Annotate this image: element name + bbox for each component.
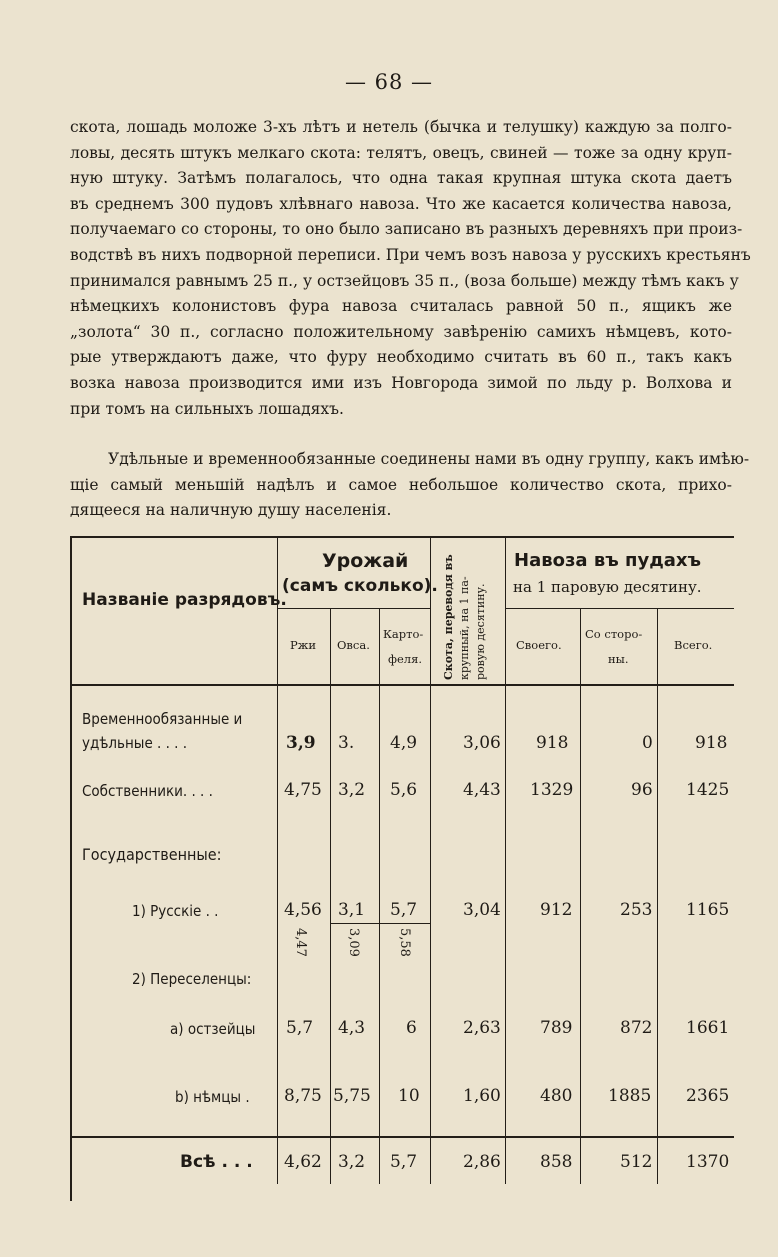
cell-own: 789 bbox=[540, 1018, 573, 1038]
cell-total: 1370 bbox=[686, 1152, 730, 1172]
row-label: удѣльные . . . . bbox=[82, 734, 188, 752]
cell-rye: 5,7 bbox=[286, 1018, 314, 1038]
cell-total: 1165 bbox=[686, 900, 730, 920]
header-name-column: Названіе разрядовъ. bbox=[82, 590, 287, 610]
text-line: возка навоза производится ими изъ Новгорода зимой по льду р. Волхова и bbox=[70, 373, 732, 392]
cell-potato: 6 bbox=[406, 1018, 417, 1038]
header-side-2: ны. bbox=[608, 652, 629, 666]
text-line: при томъ на сильныхъ лошадяхъ. bbox=[70, 399, 344, 418]
cell-oats: 4,3 bbox=[338, 1018, 366, 1038]
row-group-label: Государственные: bbox=[82, 845, 222, 864]
header-harvest-subtitle: (самъ сколько). bbox=[282, 576, 438, 596]
cell-side: 0 bbox=[642, 733, 653, 753]
header-total: Всего. bbox=[674, 638, 713, 652]
header-bottom-rule bbox=[70, 684, 734, 686]
cell-side: 1885 bbox=[608, 1086, 652, 1106]
text-line: рые утверждаютъ даже, что фуру необходимо считать въ 60 п., такъ какъ bbox=[70, 348, 732, 367]
header-cattle-line-1: Скота, переводя въ bbox=[442, 554, 455, 680]
cell-oats: 5,75 bbox=[333, 1086, 371, 1106]
row-label: 2) Переселенцы: bbox=[132, 970, 252, 988]
header-subrule bbox=[505, 608, 734, 609]
cell-oats: 3,1 bbox=[338, 900, 366, 920]
cell-cattle: 3,04 bbox=[463, 900, 501, 920]
column-rule bbox=[580, 608, 581, 1184]
subtotal-rule bbox=[330, 923, 430, 924]
row-label: b) нѣмцы . bbox=[175, 1088, 250, 1106]
column-rule bbox=[277, 536, 278, 1184]
paragraph-2 bbox=[70, 447, 750, 524]
cell-oats-average: 3,09 bbox=[346, 928, 361, 957]
text-line: „золота“ 30 п., согласно положительному завѣренію самихъ нѣмцевъ, кото- bbox=[70, 322, 732, 341]
cell-rye: 4,75 bbox=[284, 780, 322, 800]
table-total-rule bbox=[70, 1136, 734, 1138]
text-line: нѣмецкихъ колонистовъ фура навоза считалась равной 50 п., ящикъ же bbox=[70, 297, 732, 316]
header-rye: Ржи bbox=[290, 638, 316, 652]
text-line: ную штуку. Затѣмъ полагалось, что одна такая крупная штука скота даетъ bbox=[70, 169, 732, 188]
column-rule bbox=[657, 608, 658, 1184]
cell-cattle: 3,06 bbox=[463, 733, 501, 753]
header-own: Своего. bbox=[516, 638, 562, 652]
text-line: водствѣ въ нихъ подворной переписи. При чемъ возъ навоза у русскихъ крестьянъ bbox=[70, 245, 751, 264]
header-potato-2: феля. bbox=[388, 652, 423, 666]
cell-total: 2365 bbox=[686, 1086, 730, 1106]
cell-cattle: 1,60 bbox=[463, 1086, 501, 1106]
cell-potato: 10 bbox=[398, 1086, 420, 1106]
header-manure-subtitle: на 1 паровую десятину. bbox=[513, 578, 702, 596]
cell-rye: 8,75 bbox=[284, 1086, 322, 1106]
row-label: a) остзейцы bbox=[170, 1020, 256, 1038]
header-manure-title: Навоза въ пудахъ bbox=[514, 550, 702, 571]
cell-potato: 5,6 bbox=[390, 780, 418, 800]
cell-potato: 5,7 bbox=[390, 1152, 418, 1172]
text-line: скота, лошадь моложе 3-хъ лѣтъ и нетель (бычка и телушку) каждую за полго- bbox=[70, 118, 732, 136]
row-label: Временнообязанные и bbox=[82, 710, 243, 728]
column-rule bbox=[430, 536, 431, 1184]
cell-cattle: 2,63 bbox=[463, 1018, 501, 1038]
paragraph-1 bbox=[70, 115, 751, 422]
row-label-total: Всѣ . . . bbox=[180, 1152, 253, 1172]
header-cattle-line-3: ровую десятину. bbox=[474, 583, 487, 680]
text-line: принимался равнымъ 25 п., у остзейцовъ 35 п., (воза больше) между тѣмъ какъ у bbox=[70, 271, 739, 290]
header-potato-1: Карто- bbox=[383, 627, 424, 641]
header-side-1: Со сторо- bbox=[585, 627, 643, 641]
cell-side: 872 bbox=[620, 1018, 653, 1038]
column-rule bbox=[330, 608, 331, 1184]
cell-own: 918 bbox=[536, 733, 569, 753]
header-oats: Овса. bbox=[337, 638, 370, 652]
table-top-rule bbox=[70, 536, 734, 538]
table-left-border bbox=[70, 536, 72, 1201]
row-label: Собственники. . . . bbox=[82, 782, 213, 800]
text-line: Удѣльные и временнообязанные соединены нами въ одну группу, какъ имѣю- bbox=[108, 450, 750, 468]
page-number: — 68 — bbox=[344, 70, 434, 94]
cell-own: 912 bbox=[540, 900, 573, 920]
cell-rye: 4,56 bbox=[284, 900, 322, 920]
header-harvest-title: Урожай bbox=[322, 550, 409, 572]
text-line: получаемаго со стороны, то оно было записано въ разныхъ деревняхъ при произ- bbox=[70, 220, 743, 239]
text-line: щіе самый меньшій надѣлъ и самое небольшое количество скота, прихо- bbox=[70, 475, 732, 494]
cell-oats: 3. bbox=[338, 733, 355, 753]
header-cattle-line-2: крупный, на 1 па- bbox=[458, 576, 471, 680]
text-line: въ среднемъ 300 пудовъ хлѣвнаго навоза. Что же касается количества навоза, bbox=[70, 194, 732, 213]
cell-total: 1425 bbox=[686, 780, 730, 800]
cell-potato: 4,9 bbox=[390, 733, 418, 753]
cell-cattle: 4,43 bbox=[463, 780, 501, 800]
cell-potato-average: 5,58 bbox=[397, 928, 412, 957]
cell-rye-average: 4,47 bbox=[293, 928, 308, 957]
cell-oats: 3,2 bbox=[338, 1152, 366, 1172]
row-label: 1) Русскіе . . bbox=[132, 902, 219, 920]
cell-own: 480 bbox=[540, 1086, 573, 1106]
cell-side: 512 bbox=[620, 1152, 653, 1172]
text-line: ловы, десять штукъ мелкаго скота: телятъ, овецъ, свиней — тоже за одну круп- bbox=[70, 143, 732, 162]
cell-own: 1329 bbox=[530, 780, 574, 800]
cell-side: 96 bbox=[631, 780, 653, 800]
cell-cattle: 2,86 bbox=[463, 1152, 501, 1172]
cell-rye: 4,62 bbox=[284, 1152, 322, 1172]
header-subrule bbox=[278, 608, 430, 609]
text-line: дящееся на наличную душу населенія. bbox=[70, 501, 392, 520]
cell-oats: 3,2 bbox=[338, 780, 366, 800]
cell-own: 858 bbox=[540, 1152, 573, 1172]
cell-total: 1661 bbox=[686, 1018, 730, 1038]
cell-total: 918 bbox=[695, 733, 728, 753]
cell-rye: 3,9 bbox=[286, 733, 316, 753]
column-rule bbox=[505, 536, 506, 1184]
cell-potato: 5,7 bbox=[390, 900, 418, 920]
column-rule bbox=[379, 608, 380, 1184]
cell-side: 253 bbox=[620, 900, 653, 920]
